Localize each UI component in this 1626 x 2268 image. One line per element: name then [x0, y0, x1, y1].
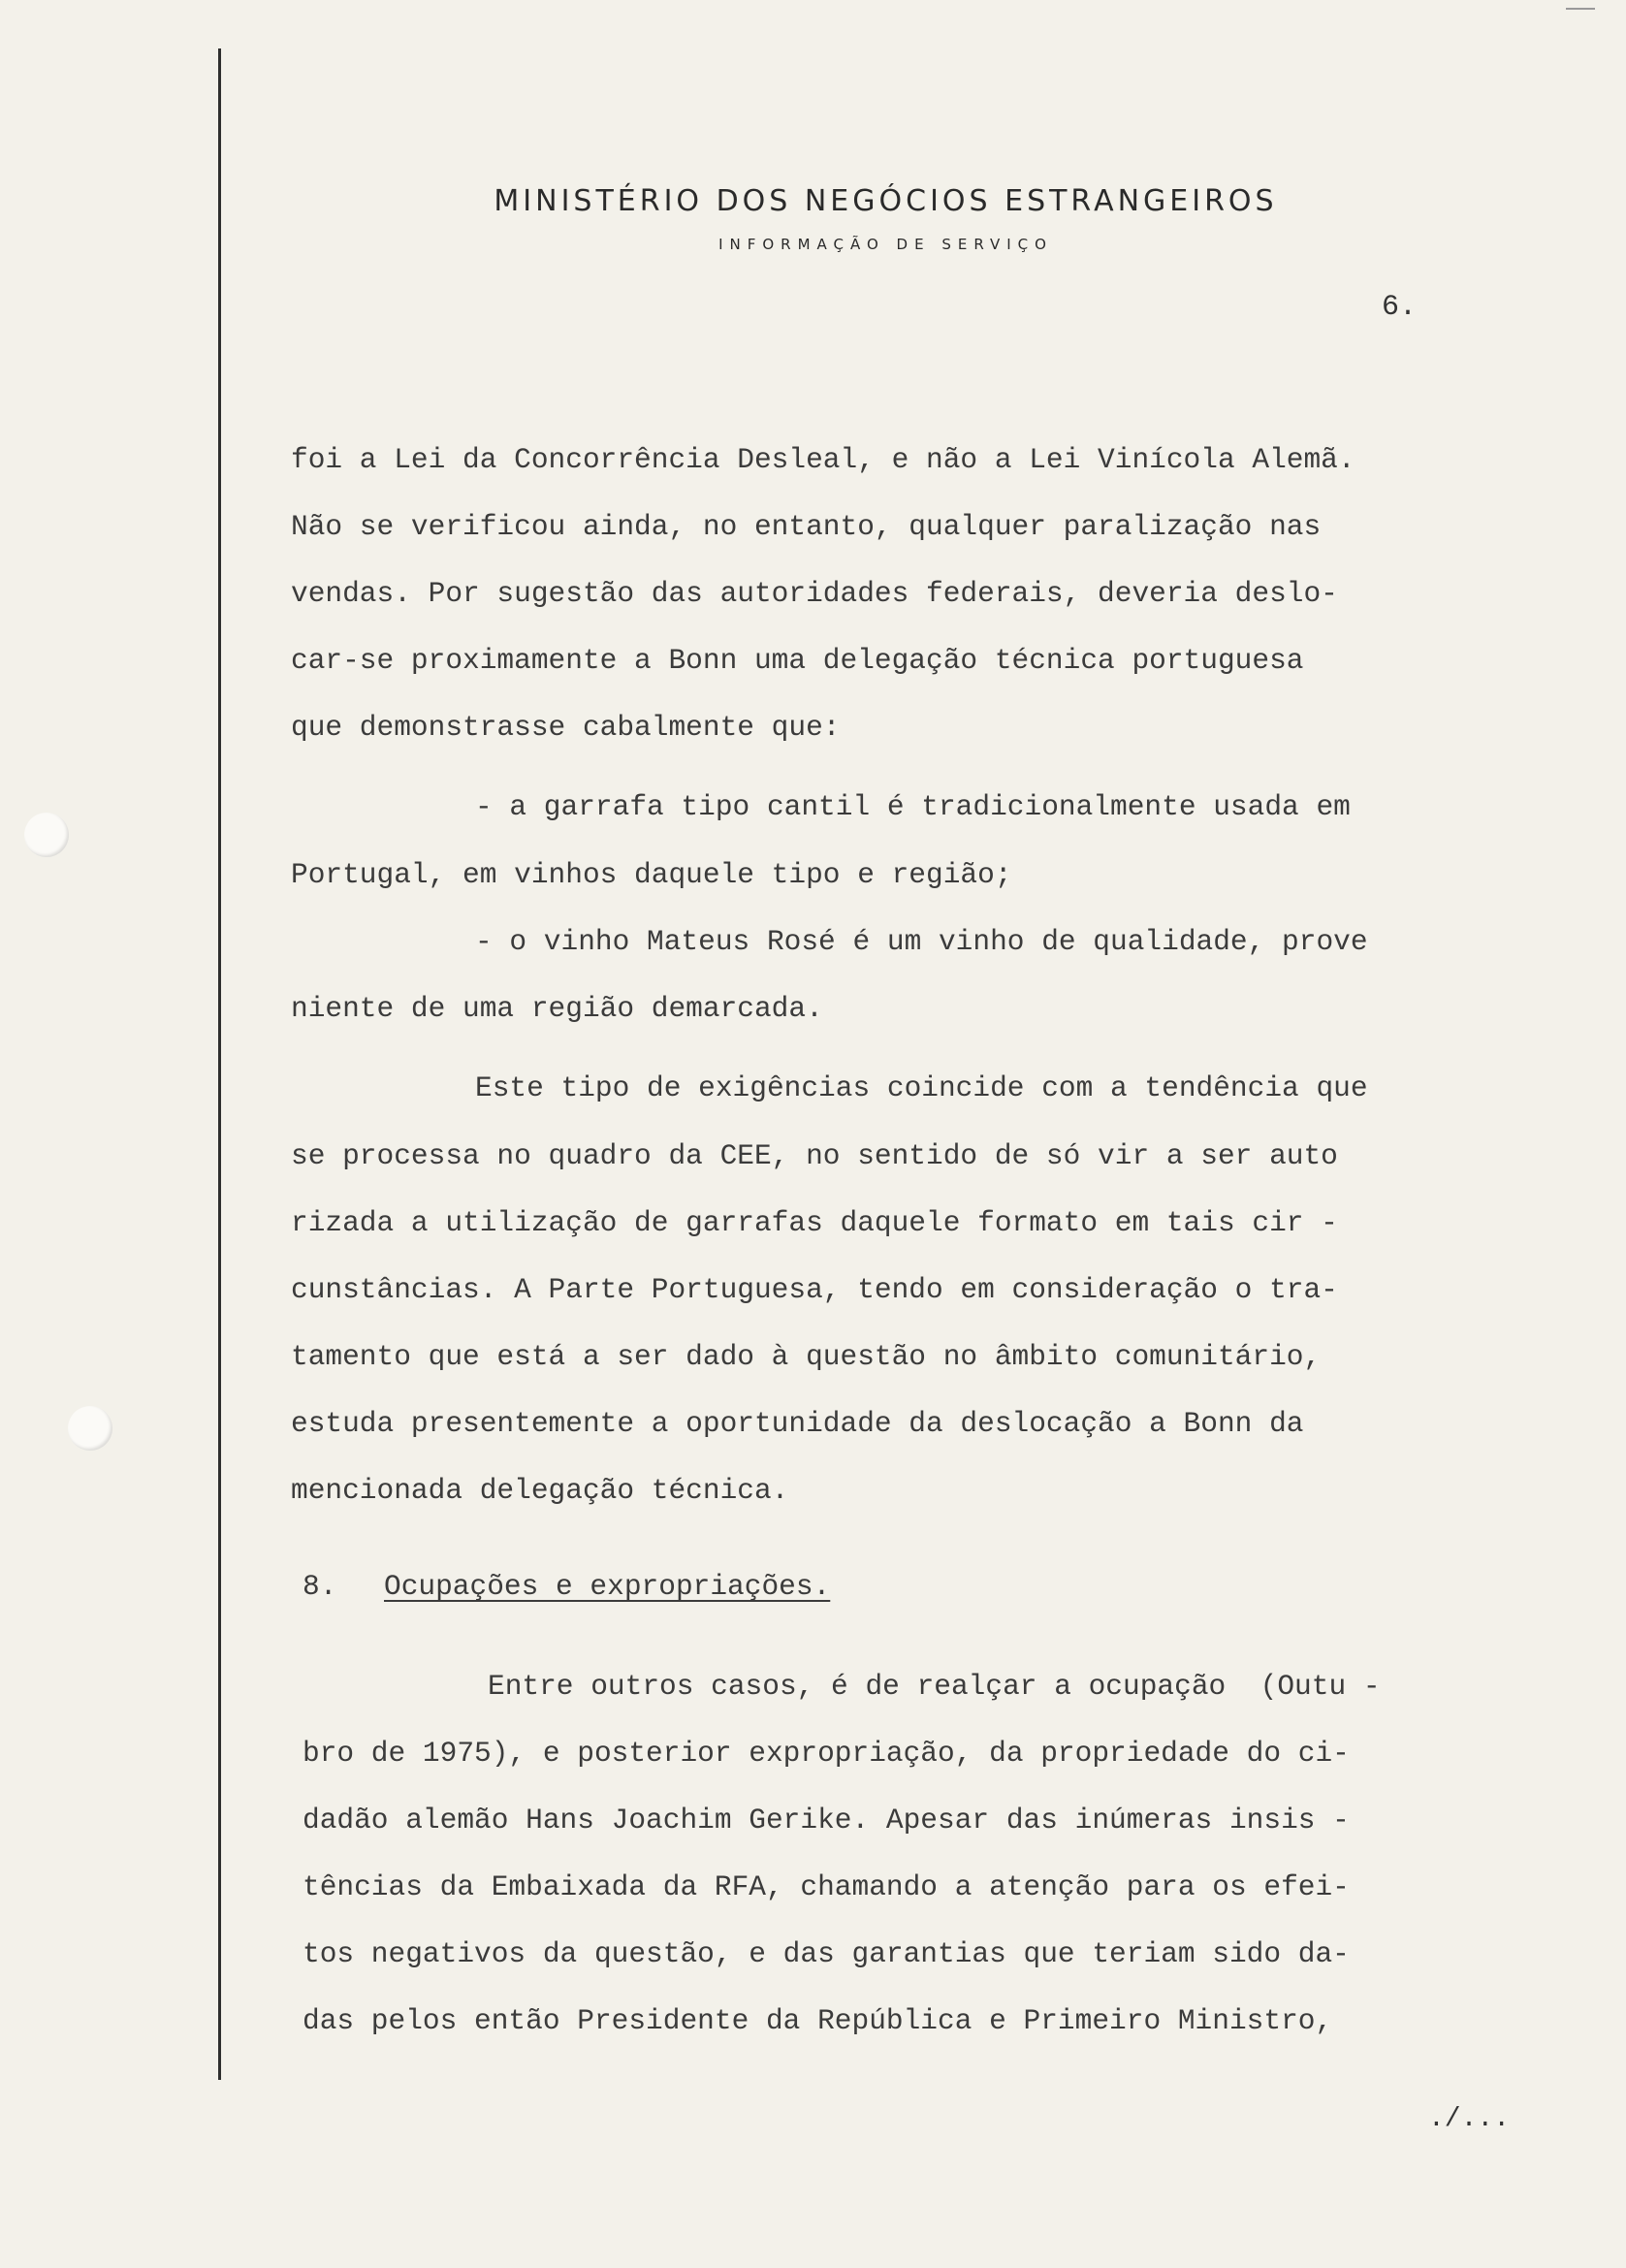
- punch-hole-bottom: [68, 1406, 112, 1451]
- paragraph-3-line: bro de 1975), e posterior expropriação, da propriedade do ci-: [303, 1737, 1350, 1770]
- list-item-1-line: Portugal, em vinhos daquele tipo e região;: [291, 858, 1012, 891]
- paragraph-1-line: car-se proximamente a Bonn uma delegação técnica portuguesa: [291, 644, 1304, 677]
- paragraph-3-line: dadão alemão Hans Joachim Gerike. Apesar das inúmeras insis -: [303, 1804, 1350, 1837]
- paragraph-1-line: foi a Lei da Concorrência Desleal, e não a Lei Vinícola Alemã.: [291, 443, 1355, 476]
- service-subheading: INFORMAÇÃO DE SERVIÇO: [718, 236, 1053, 253]
- list-item-2-line: niente de uma região demarcada.: [291, 992, 823, 1025]
- list-item-2-line: - o vinho Mateus Rosé é um vinho de qualidade, prove: [475, 925, 1368, 958]
- paragraph-2-line: Este tipo de exigências coincide com a tendência que: [475, 1071, 1368, 1104]
- corner-mark: [1566, 8, 1595, 10]
- paragraph-1-line: vendas. Por sugestão das autoridades federais, deveria deslo-: [291, 577, 1338, 610]
- punch-hole-top: [24, 813, 69, 857]
- section-number: 8.: [303, 1570, 337, 1603]
- paragraph-2-line: cunstâncias. A Parte Portuguesa, tendo em consideração o tra-: [291, 1273, 1338, 1306]
- paragraph-2-line: se processa no quadro da CEE, no sentido de só vir a ser auto: [291, 1139, 1338, 1172]
- list-item-1-line: - a garrafa tipo cantil é tradicionalmente usada em: [475, 790, 1351, 823]
- ministry-heading: MINISTÉRIO DOS NEGÓCIOS ESTRANGEIROS: [494, 184, 1278, 218]
- page-number: 6.: [1382, 291, 1418, 324]
- paragraph-3-line: tências da Embaixada da RFA, chamando a atenção para os efei-: [303, 1870, 1350, 1903]
- paragraph-1-line: que demonstrasse cabalmente que:: [291, 711, 841, 744]
- paragraph-2-line: estuda presentemente a oportunidade da deslocação a Bonn da: [291, 1407, 1304, 1440]
- section-title: Ocupações e expropriações.: [384, 1570, 831, 1603]
- paragraph-2-line: tamento que está a ser dado à questão no âmbito comunitário,: [291, 1340, 1322, 1373]
- paragraph-3-line: tos negativos da questão, e das garantias que teriam sido da-: [303, 1937, 1350, 1970]
- continuation-mark: ./...: [1428, 2104, 1511, 2134]
- paragraph-3-line: das pelos então Presidente da República e Primeiro Ministro,: [303, 2004, 1333, 2037]
- paragraph-3-line: Entre outros casos, é de realçar a ocupação (Outu -: [488, 1670, 1381, 1703]
- paragraph-2-line: rizada a utilização de garrafas daquele formato em tais cir -: [291, 1206, 1338, 1239]
- paragraph-1-line: Não se verificou ainda, no entanto, qualquer paralização nas: [291, 510, 1322, 543]
- margin-rule: [218, 48, 221, 2080]
- paragraph-2-line: mencionada delegação técnica.: [291, 1474, 789, 1507]
